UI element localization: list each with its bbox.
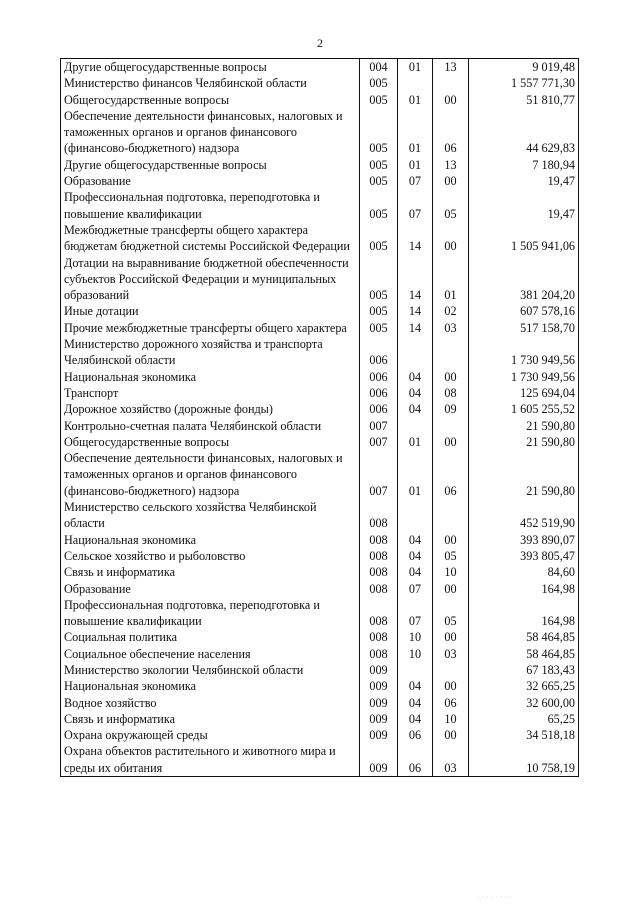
row-name: Общегосударственные вопросы	[61, 434, 360, 450]
row-amount: 164,98	[469, 581, 579, 597]
table-row	[61, 189, 579, 222]
row-section-code: 04	[398, 678, 433, 694]
table-row	[61, 711, 579, 727]
row-name: Профессиональная подготовка, переподготовка и повышение квалификации	[61, 597, 360, 630]
row-amount: 125 694,04	[469, 385, 579, 401]
row-subsection-code: 05	[433, 548, 469, 564]
row-subsection-code	[433, 336, 469, 369]
row-section-code: 06	[398, 727, 433, 743]
table-row	[61, 369, 579, 385]
table-row	[61, 108, 579, 157]
row-name: Транспорт	[61, 385, 360, 401]
table-row	[61, 434, 579, 450]
row-subsection-code: 00	[433, 581, 469, 597]
row-name: Министерство экологии Челябинской области	[61, 662, 360, 678]
row-section-code: 01	[398, 108, 433, 157]
row-amount: 393 805,47	[469, 548, 579, 564]
row-section-code: 04	[398, 369, 433, 385]
row-subsection-code: 00	[433, 173, 469, 189]
table-row	[61, 385, 579, 401]
row-subsection-code: 01	[433, 255, 469, 304]
row-name: Профессиональная подготовка, переподготовка и повышение квалификации	[61, 189, 360, 222]
row-amount: 58 464,85	[469, 629, 579, 645]
row-department-code: 005	[360, 222, 398, 255]
row-subsection-code: 00	[433, 629, 469, 645]
row-section-code: 01	[398, 434, 433, 450]
table-row	[61, 564, 579, 580]
row-subsection-code: 10	[433, 564, 469, 580]
row-subsection-code: 06	[433, 695, 469, 711]
row-amount: 21 590,80	[469, 434, 579, 450]
table-row	[61, 173, 579, 189]
table-row	[61, 336, 579, 369]
row-name: Сельское хозяйство и рыболовство	[61, 548, 360, 564]
row-amount: 517 158,70	[469, 320, 579, 336]
row-amount: 34 518,18	[469, 727, 579, 743]
row-section-code	[398, 418, 433, 434]
row-department-code: 006	[360, 385, 398, 401]
row-name: Другие общегосударственные вопросы	[61, 59, 360, 76]
row-subsection-code: 00	[433, 434, 469, 450]
row-subsection-code	[433, 75, 469, 91]
table-row	[61, 532, 579, 548]
table-row	[61, 303, 579, 319]
budget-table	[60, 58, 579, 777]
row-name: Прочие межбюджетные трансферты общего характера	[61, 320, 360, 336]
row-name: Дотации на выравнивание бюджетной обеспеченности субъектов Российской Федерации и муниципальных образований	[61, 255, 360, 304]
row-section-code	[398, 336, 433, 369]
row-section-code: 01	[398, 59, 433, 76]
row-amount: 67 183,43	[469, 662, 579, 678]
table-row	[61, 157, 579, 173]
row-name: Социальное обеспечение населения	[61, 646, 360, 662]
table-row	[61, 255, 579, 304]
row-name: Обеспечение деятельности финансовых, налоговых и таможенных органов и органов финансового (финансово-бюджетного) надзора	[61, 108, 360, 157]
row-amount: 32 600,00	[469, 695, 579, 711]
table-row	[61, 646, 579, 662]
row-department-code: 008	[360, 499, 398, 532]
row-department-code: 007	[360, 418, 398, 434]
row-section-code	[398, 499, 433, 532]
row-subsection-code: 03	[433, 320, 469, 336]
row-subsection-code: 05	[433, 189, 469, 222]
row-department-code: 008	[360, 629, 398, 645]
row-department-code: 005	[360, 303, 398, 319]
row-amount: 1 730 949,56	[469, 336, 579, 369]
row-section-code: 04	[398, 401, 433, 417]
row-department-code: 005	[360, 255, 398, 304]
row-name: Охрана объектов растительного и животного мира и среды их обитания	[61, 743, 360, 776]
row-name: Иные дотации	[61, 303, 360, 319]
table-row	[61, 695, 579, 711]
row-department-code: 009	[360, 727, 398, 743]
row-name: Министерство финансов Челябинской области	[61, 75, 360, 91]
table-row	[61, 401, 579, 417]
row-department-code: 009	[360, 678, 398, 694]
table-row	[61, 59, 579, 76]
row-amount: 1 730 949,56	[469, 369, 579, 385]
row-department-code: 009	[360, 662, 398, 678]
row-subsection-code: 09	[433, 401, 469, 417]
row-name: Образование	[61, 173, 360, 189]
row-name: Связь и информатика	[61, 711, 360, 727]
row-amount: 1 557 771,30	[469, 75, 579, 91]
row-amount: 607 578,16	[469, 303, 579, 319]
row-amount: 21 590,80	[469, 450, 579, 499]
row-amount: 58 464,85	[469, 646, 579, 662]
row-subsection-code: 06	[433, 108, 469, 157]
row-section-code: 14	[398, 222, 433, 255]
row-section-code: 06	[398, 743, 433, 776]
row-name: Связь и информатика	[61, 564, 360, 580]
table-row	[61, 75, 579, 91]
row-department-code: 006	[360, 401, 398, 417]
row-amount: 164,98	[469, 597, 579, 630]
row-section-code: 07	[398, 189, 433, 222]
row-name: Общегосударственные вопросы	[61, 92, 360, 108]
row-amount: 44 629,83	[469, 108, 579, 157]
row-department-code: 008	[360, 646, 398, 662]
table-row	[61, 499, 579, 532]
row-subsection-code: 05	[433, 597, 469, 630]
table-row	[61, 597, 579, 630]
row-amount: 19,47	[469, 173, 579, 189]
row-amount: 1 505 941,06	[469, 222, 579, 255]
row-department-code: 008	[360, 581, 398, 597]
table-row	[61, 662, 579, 678]
row-amount: 7 180,94	[469, 157, 579, 173]
table-row	[61, 727, 579, 743]
row-name: Обеспечение деятельности финансовых, налоговых и таможенных органов и органов финансового (финансово-бюджетного) надзора	[61, 450, 360, 499]
row-section-code: 14	[398, 255, 433, 304]
row-name: Дорожное хозяйство (дорожные фонды)	[61, 401, 360, 417]
row-section-code: 04	[398, 564, 433, 580]
row-subsection-code: 13	[433, 157, 469, 173]
row-amount: 19,47	[469, 189, 579, 222]
row-section-code: 07	[398, 173, 433, 189]
table-row	[61, 581, 579, 597]
row-subsection-code	[433, 662, 469, 678]
row-section-code: 04	[398, 695, 433, 711]
row-section-code: 01	[398, 92, 433, 108]
page-number: 2	[317, 36, 323, 50]
table-row	[61, 418, 579, 434]
row-name: Другие общегосударственные вопросы	[61, 157, 360, 173]
table-row	[61, 320, 579, 336]
row-subsection-code: 00	[433, 369, 469, 385]
row-subsection-code: 06	[433, 450, 469, 499]
table-row	[61, 548, 579, 564]
row-name: Контрольно-счетная палата Челябинской области	[61, 418, 360, 434]
row-name: Министерство дорожного хозяйства и транспорта Челябинской области	[61, 336, 360, 369]
row-name: Национальная экономика	[61, 532, 360, 548]
row-amount: 84,60	[469, 564, 579, 580]
row-section-code: 10	[398, 646, 433, 662]
row-department-code: 008	[360, 548, 398, 564]
row-subsection-code: 00	[433, 678, 469, 694]
row-department-code: 008	[360, 597, 398, 630]
row-section-code	[398, 75, 433, 91]
row-name: Министерство сельского хозяйства Челябинской области	[61, 499, 360, 532]
row-department-code: 005	[360, 108, 398, 157]
row-department-code: 008	[360, 532, 398, 548]
row-subsection-code: 02	[433, 303, 469, 319]
row-name: Национальная экономика	[61, 369, 360, 385]
row-department-code: 007	[360, 434, 398, 450]
row-section-code: 07	[398, 581, 433, 597]
table-row	[61, 222, 579, 255]
table-row	[61, 629, 579, 645]
row-department-code: 007	[360, 450, 398, 499]
row-section-code: 01	[398, 450, 433, 499]
row-department-code: 006	[360, 369, 398, 385]
row-amount: 32 665,25	[469, 678, 579, 694]
row-department-code: 004	[360, 59, 398, 76]
table-row	[61, 450, 579, 499]
row-name: Межбюджетные трансферты общего характера бюджетам бюджетной системы Российской Федерации	[61, 222, 360, 255]
table-row	[61, 678, 579, 694]
table-row	[61, 92, 579, 108]
row-subsection-code: 03	[433, 646, 469, 662]
table-row	[61, 743, 579, 776]
row-amount: 21 590,80	[469, 418, 579, 434]
row-subsection-code	[433, 418, 469, 434]
row-section-code: 10	[398, 629, 433, 645]
scan-dots-mark: ........	[478, 893, 514, 899]
row-department-code: 005	[360, 173, 398, 189]
row-section-code: 01	[398, 157, 433, 173]
row-section-code: 04	[398, 385, 433, 401]
row-department-code: 009	[360, 695, 398, 711]
row-subsection-code: 00	[433, 727, 469, 743]
row-amount: 452 519,90	[469, 499, 579, 532]
row-amount: 9 019,48	[469, 59, 579, 76]
row-department-code: 005	[360, 92, 398, 108]
row-section-code: 04	[398, 532, 433, 548]
row-section-code: 14	[398, 320, 433, 336]
row-name: Охрана окружающей среды	[61, 727, 360, 743]
row-subsection-code: 10	[433, 711, 469, 727]
row-section-code	[398, 662, 433, 678]
row-subsection-code: 00	[433, 92, 469, 108]
row-section-code: 14	[398, 303, 433, 319]
budget-table-body	[61, 59, 579, 777]
row-subsection-code: 03	[433, 743, 469, 776]
row-name: Водное хозяйство	[61, 695, 360, 711]
row-subsection-code	[433, 499, 469, 532]
row-section-code: 04	[398, 548, 433, 564]
row-amount: 10 758,19	[469, 743, 579, 776]
row-name: Социальная политика	[61, 629, 360, 645]
row-department-code: 006	[360, 336, 398, 369]
row-department-code: 005	[360, 75, 398, 91]
row-amount: 393 890,07	[469, 532, 579, 548]
row-department-code: 009	[360, 711, 398, 727]
row-subsection-code: 13	[433, 59, 469, 76]
row-department-code: 008	[360, 564, 398, 580]
row-subsection-code: 00	[433, 532, 469, 548]
row-amount: 381 204,20	[469, 255, 579, 304]
row-department-code: 005	[360, 189, 398, 222]
row-subsection-code: 08	[433, 385, 469, 401]
row-amount: 51 810,77	[469, 92, 579, 108]
row-department-code: 009	[360, 743, 398, 776]
row-amount: 1 605 255,52	[469, 401, 579, 417]
row-name: Образование	[61, 581, 360, 597]
row-section-code: 04	[398, 711, 433, 727]
row-name: Национальная экономика	[61, 678, 360, 694]
row-section-code: 07	[398, 597, 433, 630]
row-department-code: 005	[360, 157, 398, 173]
row-subsection-code: 00	[433, 222, 469, 255]
row-amount: 65,25	[469, 711, 579, 727]
row-department-code: 005	[360, 320, 398, 336]
